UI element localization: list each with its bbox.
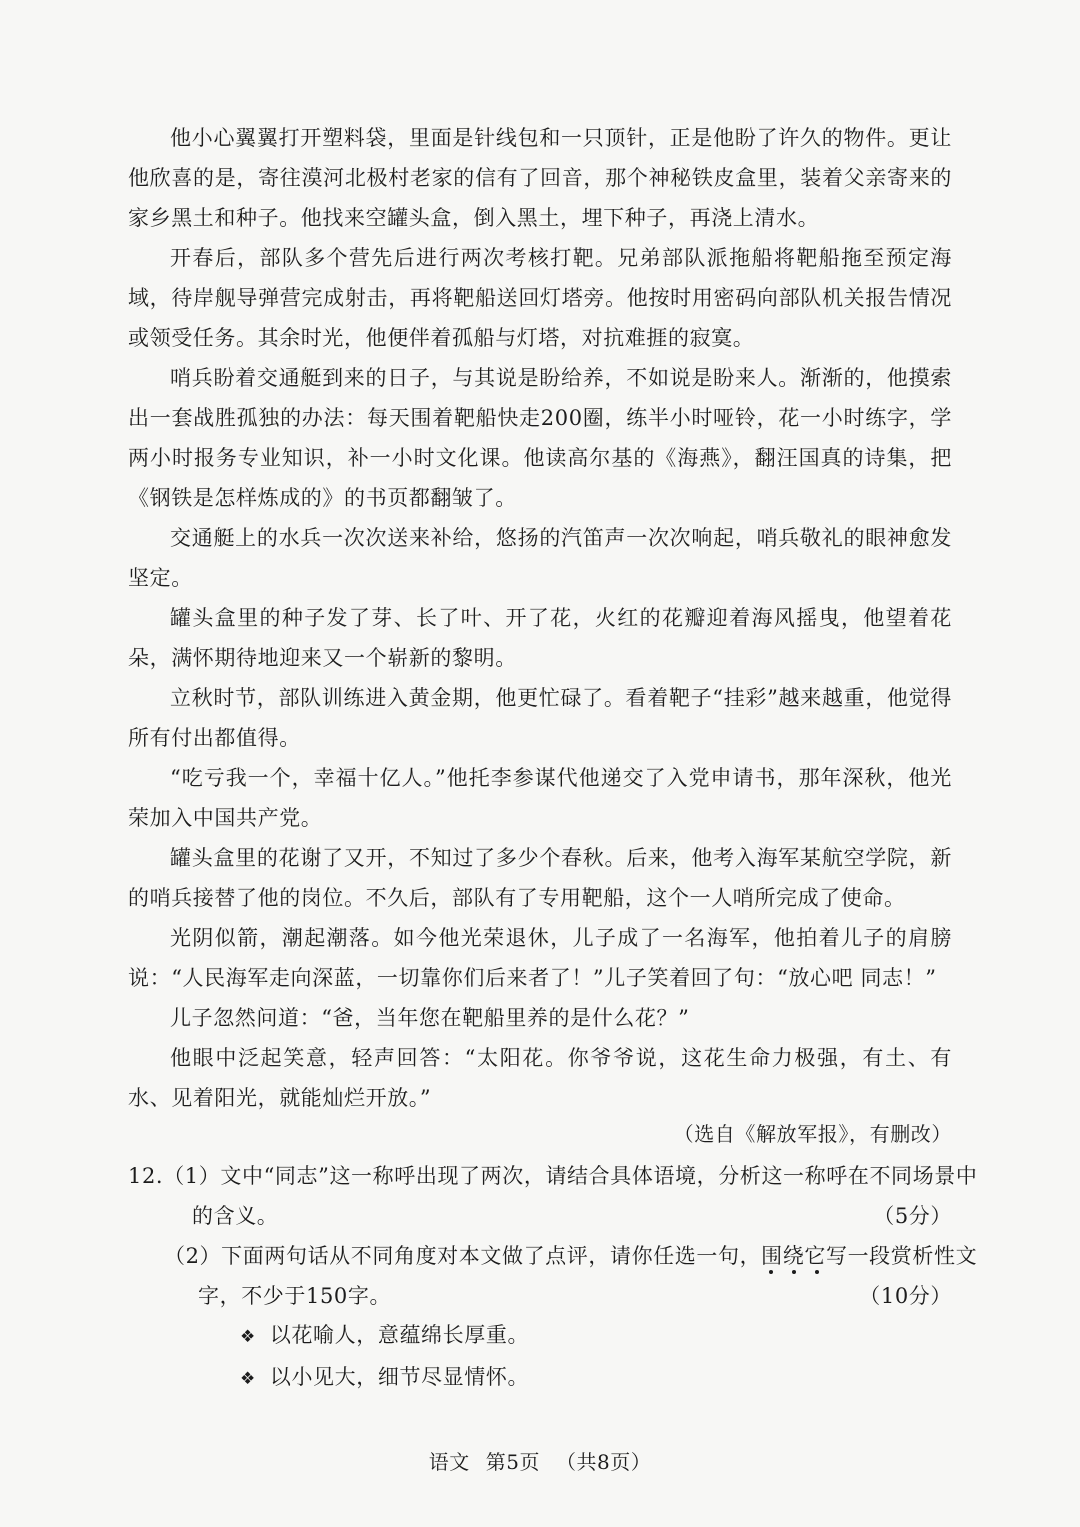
q2-line-1 bbox=[128, 1236, 978, 1276]
footer-total: （共8页） bbox=[556, 1450, 652, 1474]
q2-text: 下面两句话从不同角度对本文做了点评，请你任选一句， bbox=[221, 1244, 762, 1268]
diamond-bullet-icon: ❖ bbox=[240, 1327, 256, 1347]
emphasis-dot bbox=[815, 1270, 819, 1274]
story-paragraph: 罐头盒里的种子发了芽、长了叶、开了花，火红的花瓣迎着海风摇曳，他望着花朵，满怀期待地迎来又一个崭新的黎明。 bbox=[128, 606, 952, 670]
q1-line-2 bbox=[128, 1196, 952, 1236]
q1-label: （1） bbox=[163, 1164, 221, 1188]
diamond-bullet-icon: ❖ bbox=[240, 1369, 256, 1389]
footer-subject: 语文 bbox=[428, 1450, 470, 1474]
comment-options bbox=[240, 1314, 529, 1398]
emphasis-dot bbox=[792, 1270, 796, 1274]
q2-text-tail: 写一段赏析性文 bbox=[825, 1244, 978, 1268]
comment-option bbox=[240, 1314, 529, 1356]
story-paragraph: 交通艇上的水兵一次次送来补给，悠扬的汽笛声一次次响起，哨兵敬礼的眼神愈发坚定。 bbox=[128, 526, 952, 590]
q1-text-cont: 的含义。 bbox=[192, 1204, 279, 1228]
comment-option-text: 以花喻人，意蕴绵长厚重。 bbox=[269, 1323, 530, 1347]
emphasis-dot bbox=[769, 1270, 773, 1274]
story-paragraph: 立秋时节，部队训练进入黄金期，他更忙碌了。看着靶子“挂彩”越来越重，他觉得所有付出都值得。 bbox=[128, 686, 952, 750]
source-citation: （选自《解放军报》，有删改） bbox=[673, 1122, 952, 1146]
q1-text: 文中“同志”这一称呼出现了两次，请结合具体语境，分析这一称呼在不同场景中 bbox=[220, 1164, 978, 1188]
story-text bbox=[128, 118, 952, 1118]
story-paragraph: 哨兵盼着交通艇到来的日子，与其说是盼给养，不如说是盼来人。渐渐的，他摸索出一套战胜孤独的办法：每天围着靶船快走200圈，练半小时哑铃，花一小时练字，学两小时报务专业知识，补一小时文化课。他读高尔基的《海燕》，翻汪国真的诗集，把《钢铁是怎样炼成的》的书页都翻皱了。 bbox=[128, 366, 952, 510]
q2-line-2 bbox=[128, 1276, 952, 1316]
story-paragraph: 儿子忽然问道：“爸，当年您在靶船里养的是什么花？” bbox=[170, 1006, 690, 1030]
q2-emphasis-text: 围绕它 bbox=[761, 1244, 826, 1268]
comment-option-text: 以小见大，细节尽显情怀。 bbox=[269, 1365, 530, 1389]
q1-points: （5分） bbox=[873, 1204, 952, 1228]
question-12 bbox=[128, 1156, 978, 1316]
q2-text-cont: 字，不少于150字。 bbox=[198, 1284, 392, 1308]
q2-emphasis bbox=[761, 1244, 826, 1268]
comment-option bbox=[240, 1356, 529, 1398]
q1-line-1 bbox=[128, 1156, 978, 1196]
footer-page: 第5页 bbox=[485, 1450, 540, 1474]
story-paragraph: 罐头盒里的花谢了又开，不知过了多少个春秋。后来，他考入海军某航空学院，新的哨兵接替了他的岗位。不久后，部队有了专用靶船，这个一人哨所完成了使命。 bbox=[128, 846, 952, 910]
story-paragraph: 他眼中泛起笑意，轻声回答：“太阳花。你爷爷说，这花生命力极强，有土、有水、见着阳光，就能灿烂开放。” bbox=[128, 1046, 952, 1110]
story-paragraph: “吃亏我一个，幸福十亿人。”他托李参谋代他递交了入党申请书，那年深秋，他光荣加入中国共产党。 bbox=[128, 766, 952, 830]
story-paragraph: 他小心翼翼打开塑料袋，里面是针线包和一只顶针，正是他盼了许久的物件。更让他欣喜的是，寄往漠河北极村老家的信有了回音，那个神秘铁皮盒里，装着父亲寄来的家乡黑土和种子。他找来空罐头盒，倒入黑土，埋下种子，再浇上清水。 bbox=[128, 126, 952, 230]
story-paragraph: 光阴似箭，潮起潮落。如今他光荣退休，儿子成了一名海军，他拍着儿子的肩膀说：“人民海军走向深蓝，一切靠你们后来者了！”儿子笑着回了句：“放心吧 同志！” bbox=[128, 926, 952, 990]
q2-points: （10分） bbox=[859, 1284, 952, 1308]
q2-label: （2） bbox=[164, 1244, 222, 1268]
page-footer bbox=[0, 1446, 1080, 1475]
question-number: 12. bbox=[128, 1164, 164, 1188]
story-paragraph: 开春后，部队多个营先后进行两次考核打靶。兄弟部队派拖船将靶船拖至预定海域，待岸舰导弹营完成射击，再将靶船送回灯塔旁。他按时用密码向部队机关报告情况或领受任务。其余时光，他便伴着孤船与灯塔，对抗难捱的寂寞。 bbox=[128, 246, 952, 350]
